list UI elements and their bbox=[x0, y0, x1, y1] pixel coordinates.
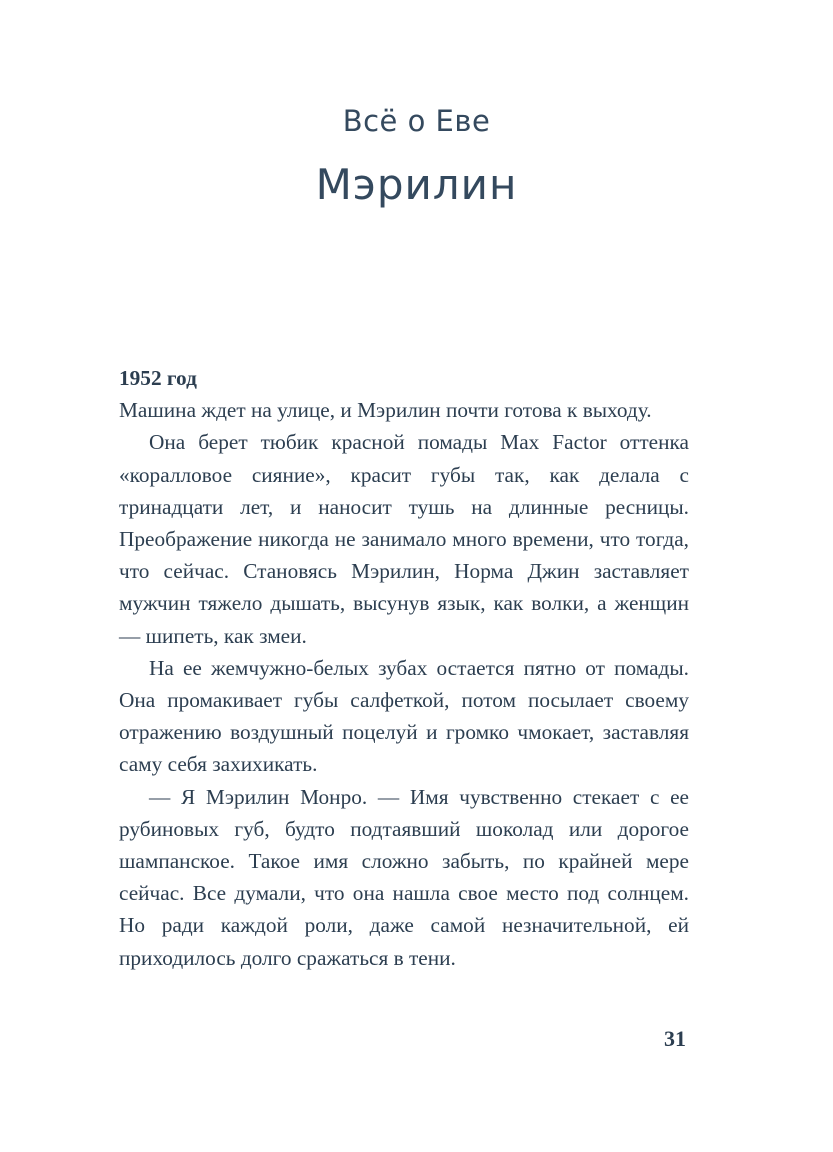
paragraph: — Я Мэрилин Монро. — Имя чувственно стекает с ее рубиновых губ, будто подтаявший шоколад или дорогое шампанское. Такое имя сложно забыть, по крайней мере сейчас. Все думали, что она нашла свое место под солнцем. Но ради каждой роли, даже самой незначительной, ей приходилось долго сражаться в тени. bbox=[119, 784, 689, 970]
paragraph: Она берет тюбик красной помады Max Factor оттенка «коралловое сияние», красит губы так, как делала с тринадцати лет, и наносит тушь на длинные ресницы. Преображение никогда не занимало много времени, что тогда, что сейчас. Становясь Мэрилин, Норма Джин заставляет мужчин тяжело дышать, высунув язык, как волки, а женщин — шипеть, как змеи. bbox=[119, 430, 689, 648]
chapter-body bbox=[119, 362, 689, 974]
paragraph: Машина ждет на улице, и Мэрилин почти готова к выходу. bbox=[119, 398, 652, 423]
page-number: 31 bbox=[664, 1026, 686, 1051]
year-heading: 1952 год bbox=[119, 366, 197, 390]
paragraph: На ее жемчужно-белых зубах остается пятно от помады. Она промакивает губы салфеткой, потом посылает своему отражению воздушный поцелуй и громко чмокает, заставляя саму себя захихикать. bbox=[119, 655, 689, 777]
part-title: Всё о Еве bbox=[342, 104, 491, 138]
chapter-title: Мэрилин bbox=[315, 160, 518, 209]
